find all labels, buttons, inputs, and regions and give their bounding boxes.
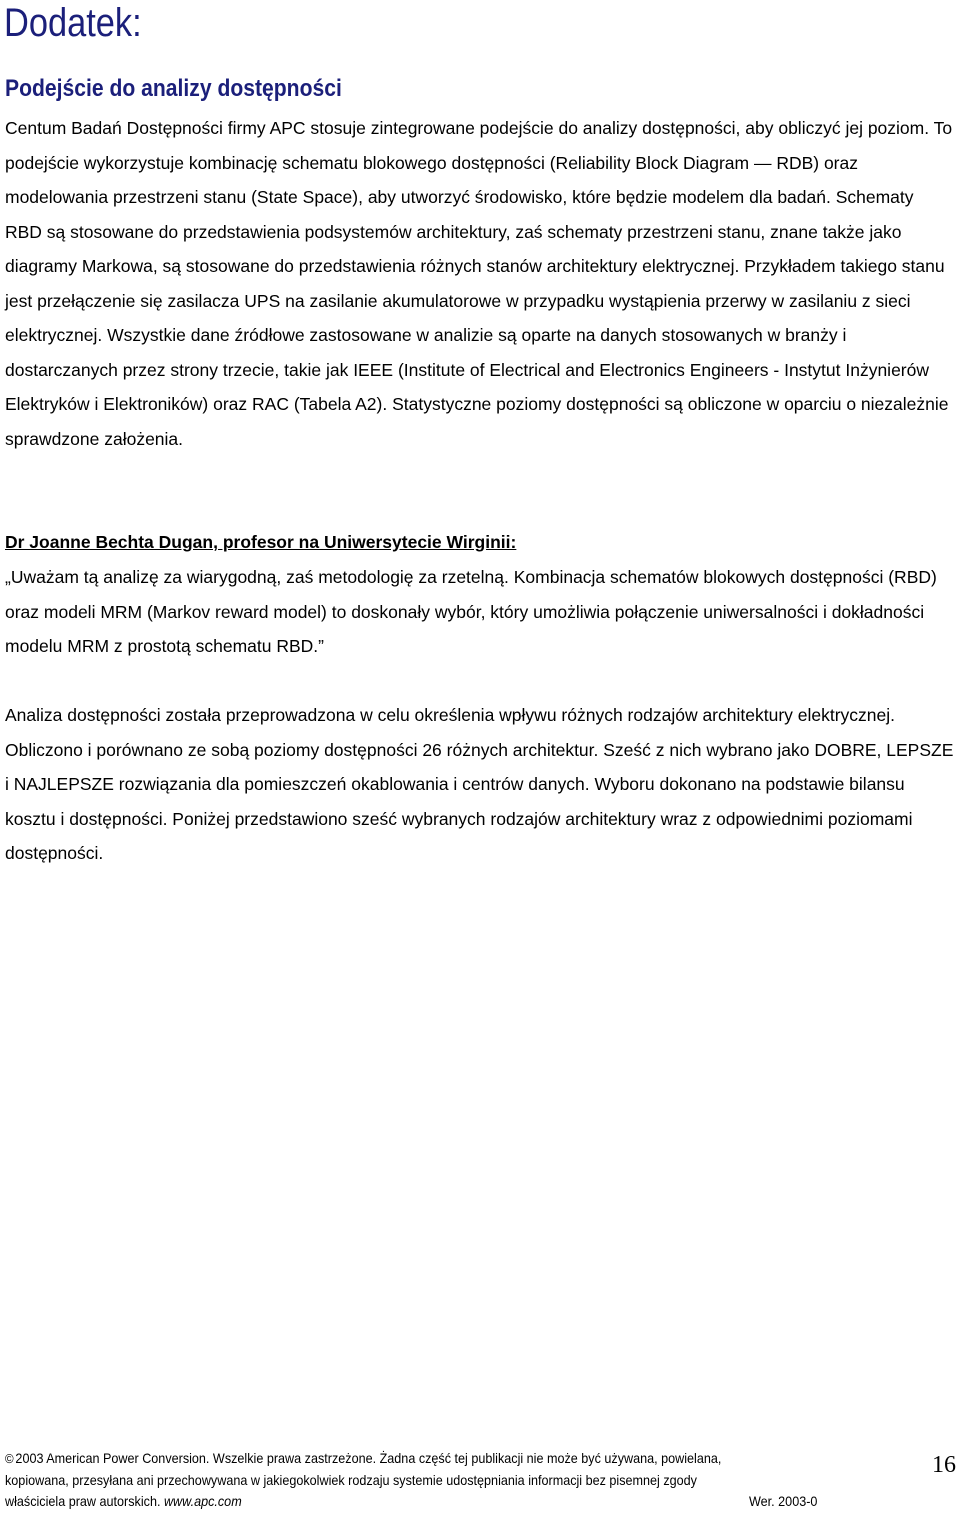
footer-copyright	[5, 1448, 818, 1513]
section-heading: Podejście do analizy dostępności	[5, 75, 342, 102]
footer-line-3	[5, 1491, 818, 1513]
quote-text: „Uważam tą analizę za wiarygodną, zaś metodologię za rzetelną. Kombinacja schematów blokowych dostępności (RBD) oraz modeli MRM (Markov reward model) to doskonały wybór, który umożliwia połączenie uniwersalności i dokładności modelu MRM z prostotą schematu RBD.”	[5, 567, 937, 656]
footer-line-2: kopiowana, przesyłana ani przechowywana w jakiegokolwiek rodzaju systemie udostępniania informacji bez pisemnej zgody	[5, 1471, 697, 1488]
paragraph-analysis: Analiza dostępności została przeprowadzona w celu określenia wpływu różnych rodzajów architektury elektrycznej. Obliczono i porównano ze sobą poziomy dostępności 26 różnych architektur. Sześć z nich wybrano jako DOBRE, LEPSZE i NAJLEPSZE rozwiązania dla pomieszczeń okablowania i centrów danych. Wyboru dokonano na podstawie bilansu kosztu i dostępności. Poniżej przedstawiono sześć wybranych rodzajów architektury wraz z odpowiednimi poziomami dostępności.	[5, 705, 954, 863]
footer-version: Wer. 2003-0	[749, 1493, 818, 1509]
copyright-icon: ©	[5, 1451, 14, 1466]
page-title: Dodatek:	[4, 1, 142, 45]
footer-url-link[interactable]: www.apc.com	[163, 1493, 242, 1509]
footer-line-1	[5, 1448, 815, 1470]
footer-line-1-text: 2003 American Power Conversion. Wszelkie prawa zastrzeżone. Żadna część tej publikacji nie może być używana, powielana,	[15, 1450, 722, 1466]
quote-author: Dr Joanne Bechta Dugan, profesor na Uniwersytecie Wirginii:	[5, 532, 517, 552]
footer-line-3-text: właściciela praw autorskich.	[5, 1493, 161, 1509]
paragraph-methodology: Centum Badań Dostępności firmy APC stosuje zintegrowane podejście do analizy dostępności, aby obliczyć jej poziom. To podejście wykorzystuje kombinację schematu blokowego dostępności (Reliability Block Diagram — RDB) oraz modelowania przestrzeni stanu (State Space), aby utworzyć środowisko, które będzie modelem dla badań. Schematy RBD są stosowane do przedstawienia podsystemów architektury, zaś schematy przestrzeni stanu, znane także jako diagramy Markowa, są stosowane do przedstawienia różnych stanów architektury elektrycznej. Przykładem takiego stanu jest przełączenie się zasilacza UPS na zasilanie akumulatorowe w przypadku wystąpienia przerwy w zasilaniu z sieci elektrycznej. Wszystkie dane źródłowe zastosowane w analizie są oparte na danych stosowanych w branży i dostarczanych przez strony trzecie, takie jak IEEE (Institute of Electrical and Electronics Engineers - Instytut Inżynierów Elektryków i Elektroników) oraz RAC (Tabela A2). Statystyczne poziomy dostępności są obliczone w oparciu o niezależnie sprawdzone założenia.	[5, 118, 953, 449]
page-number: 16	[932, 1452, 956, 1478]
